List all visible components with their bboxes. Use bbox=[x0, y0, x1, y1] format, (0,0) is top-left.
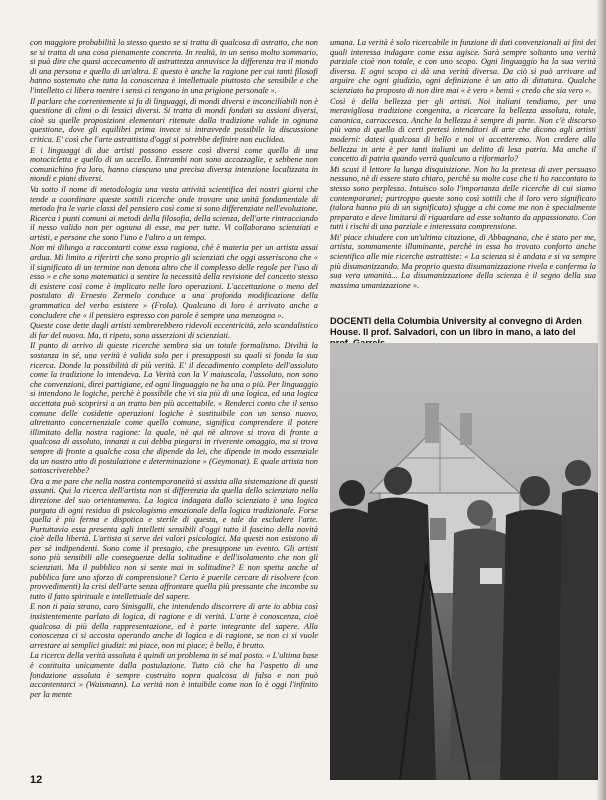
paragraph: Va sotto il nome di metodologia una vasta attività scientifica dei nostri giorni che tende a coordinare queste sottili ricerche onde trovare una unità fondamentale di metodo fra le varie classi del pensiero così come si sono differenziate nell'evoluzione. Ricerca i punti comuni ai metodi della filosofia, della scienza, dell'arte rintracciando il nesso valido non per ognuna di esse, ma per tutte. Vi collaborano scienziati e artisti, e persone che sono l'uno e l'altro a un tempo. bbox=[30, 184, 318, 242]
paragraph: Queste cose dette dagli artisti sembrerebbero ridevoli eccentricità, zelo scandalistico di far del nuovo. Ma, ti ripeto, sono asserzioni di scienziati. bbox=[30, 321, 318, 340]
page-number: 12 bbox=[30, 774, 43, 786]
right-text-column bbox=[330, 38, 596, 314]
paragraph: Non mi dilungo a raccontarti come essa ragiona, chè è materia per un artista assai ardua. Mi limito a riferirti che sono proprio gli scienziati che oggi asseriscono che « il significato di un termine non denota altro che il complesso delle regole per l'uso di esso » e che sono matematici a sentire la necessità della revisione del concetto stesso di esistere così come è implicato nelle loro operazioni. L'accettazione o meno del postulato di Ernesto Zermelo conduce a una profonda modificazione della grammatica del verbo esistere » (Frola). Qualcuno di loro è arrivato anche a concludere che « il pensiero espresso con parole è sempre una menzogna ». bbox=[30, 243, 318, 320]
photo bbox=[330, 343, 598, 780]
paragraph: con maggiore probabilità lo stesso questo se si tratta di qualcosa di astratto, che non se si tratta di una cosa pienamente concreta. In realtà, in un senso molto sommario, si può dire che quasi accecamento di astrattezza annuvisce la differenza tra il mondo di una persona e quello di un'altra. E questo è anche la ragione per cui tanti filosofi hanno sostenuto che tutta la conoscenza è intellettuale piuttosto che sensibile e che l'intelletto ci libera mentre i sensi ci tengono in una prigione personale ». bbox=[30, 38, 318, 95]
photo-caption: DOCENTI della Columbia University al convegno di Arden House. Il prof. Salvadori, con un libro in mano, a lato del bbox=[330, 316, 582, 337]
paragraph: Mi' piace chiudere con un'ultima citazione, di Abbagnano, che è stato per me, artista, sommamente illuminante, perchè in essa ho trovato conforto anche scientifico alle mie ricerche astrattiste: « La scienza si è andata e si va sempre più disumanizzando. Ma proprio questa disumanizzazione rivela e conferma la sua vera umanità... La disumanizzazione della scienza è il segno della sua massima umanizzazione ». bbox=[330, 232, 596, 290]
paragraph: umana. La verità è solo ricercabile in funzione di dati convenzionali ai fini dei quali interessa indagare come essa agisce. Sarà sempre soltanto una verità parziale cioè non totale, e con uno scopo. Ogni linguaggio ha la sua verità diversa. E ogni scopo ci dà una verità diversa. Da ciò si può arrivare ad arguire che ogni giudizio, ogni definizione è un atto di dittatura. Qualche scienziato ha proposto di non dire mai « è vero » bensì « credo che sia vero ». bbox=[330, 38, 596, 95]
paragraph: E i linguaggi di due artisti possono essere così diversi come quello di una motocicletta e quello di un uccello. Entrambi non sono accozzaglie, e sebbene non comunichino fra loro, hanno ciascuno una precisa diversa intenzione localizzata in mondi e piani diversi. bbox=[30, 145, 318, 184]
paragraph: La ricerca della verità assoluta è quindi un problema in sé mal posto. « L'ultima base è costituita unicamente dalla postulazione. Tutto ciò che ha l'aspetto di una fondazione assoluta è sempre costruito sopra qualcosa di falso e non può accontentarci » (Waismann). La verità non è intuibile come non lo è oggi l'infinito per la mente bbox=[30, 651, 318, 699]
paragraph: Il parlare che correntemente si fa di linguaggi, di mondi diversi e inconciliabili non è questione di climi o di lessici diversi. Si tratta di mondi fondati su assioni diversi, cioè su quelle proposizioni elementari ritenute dalla tradizione valide in ognuna questione, dove gli equilibri prima invece si intravvede possibile la discussione critica. E' così che l'arte astrattista d'oggi si potrebbe definire non euclidea. bbox=[30, 96, 318, 144]
paragraph: Il punto di arrivo di queste ricerche sembra sia un totale formalismo. Diviltà la sostanza in sé, una verità è valida solo per i presupposti su quali si fonda la sua ricerca. Donde la possibilità di più verità. E' il decadimento completo dell'assoluto come la tradizione lo intendeva. La Verità con la V maiuscola, l'assoluto, non sono che convenzioni, direi partigiane, ed ogni linguaggio ne ha una o più. Per linguaggio si intendono le logiche, perchè è possibile che vi sia più di una logica, ed una logica accettata può scoprirsi a un tratto ben più accettabile. « Renderci conto che il senso comune delle cosidette operazioni logiche è sostituibile con un senso nuovo, altrettanto concernenziale come quello comune, significa comprendere il potere illimitato della nostra ragione: la quale, nè qui nè altrove si trova di fronte a qualcosa di assoluto, innanzi a cui debba piegarsi in riverente omaggio, ma si trova sempre di fronte a qualche cosa che dipende da lei, che dipende in modo essenziale da un nostro atto di postulazione e determinazione » (Geymonat). E quale artista non sottoscriverebbe? bbox=[30, 341, 318, 476]
paragraph: E non ti paia strano, caro Sinisgalli, che intendendo discorrere di arte io abbia così insistentemente parlato di logica, di ragione e di verità. L'arte è conoscenza, cioè qualcosa di più della rappresentazione, ed è parte integrante del sapere. Alla conoscenza ci si accosta operando anche di logica e di ragione, se non ci si vuole arrestare ai semplici giudizi: mi piace, non mi piace; è bello, è brutto. bbox=[30, 602, 318, 650]
left-text-column bbox=[30, 38, 318, 778]
paragraph: Ora a me pare che nella nostra contemporaneità si assista alla sistemazione di questi assunti. Qui la ricerca dell'artista non si differenzia da quella dello scienziato nella direzione del suo orientamento. La logica indagata dallo scienziato è una logica purgata di ogni residuo di psicologismo emozionale della logica tradizionale. Forse quella è più ferma e dispotica e sterile di questa, e tale da escludere l'arte. Purtuttavia essa presenta agli intelletti sensibili d'oggi tutto il fascino della novità cioè della libertà. L'artista si serve dei valori psicologici. Ma questi non esistono di per sè indipendenti. Sono come il presagio, che presuppone un evento. Gli artisti sono più sensibili alle conseguenze della solitudine e dell'isolamento che non gli scienziati. Ma il pubblico non si sente mai in solitudine? E non spetta anche al pubblico fare uno sforzo di comprensione? Certo è puerile cercare di risolvere (con provvedimenti) la crisi dell'arte senza affrontare quella più pressante che incombe su tutto il fatto spirituale e intellettuale del sapere. bbox=[30, 476, 318, 601]
paragraph: Mi scusi il lettore la lunga disquisizione. Non ho la pretesa di aver persuaso nessuno, nè di essere stato chiaro, perchè su molte cose che ti ho raccontato io stesso sono perplesso. Intuisco solo l'importanza delle ricerche di cui siamo contemporanei; purtroppo queste sono così sottili che il loro vero significato (talora hanno più di un significato) sfugge a chi come me non è specialmente preparato e deve limitarsi di riguardare ad esse soltanto da appassionato. Con tutti i rischi di una parziale e interessata comprensione. bbox=[330, 164, 596, 232]
paragraph: Così è della bellezza per gli artisti. Noi italiani tendiamo, per una meravigliosa tradizione congenita, a ricercare la bellezza assoluta, totale, canonica, carraccesca. Anche la bellezza è sempre di parte. Non c'è discorso più vano di quello di certi pretesi intenditori di arte che dicono agli artisti moderni: datesi qualcosa di bello e noi vi accetteremo. Non credere alla bellezza in arte è per tanti italiani un delitto di lesa patria. Ma anche il concetto di patria quando verrà qualcuno a riformarlo? bbox=[330, 96, 596, 164]
photo-illustration bbox=[330, 343, 598, 780]
page-edge-shadow bbox=[596, 0, 606, 800]
